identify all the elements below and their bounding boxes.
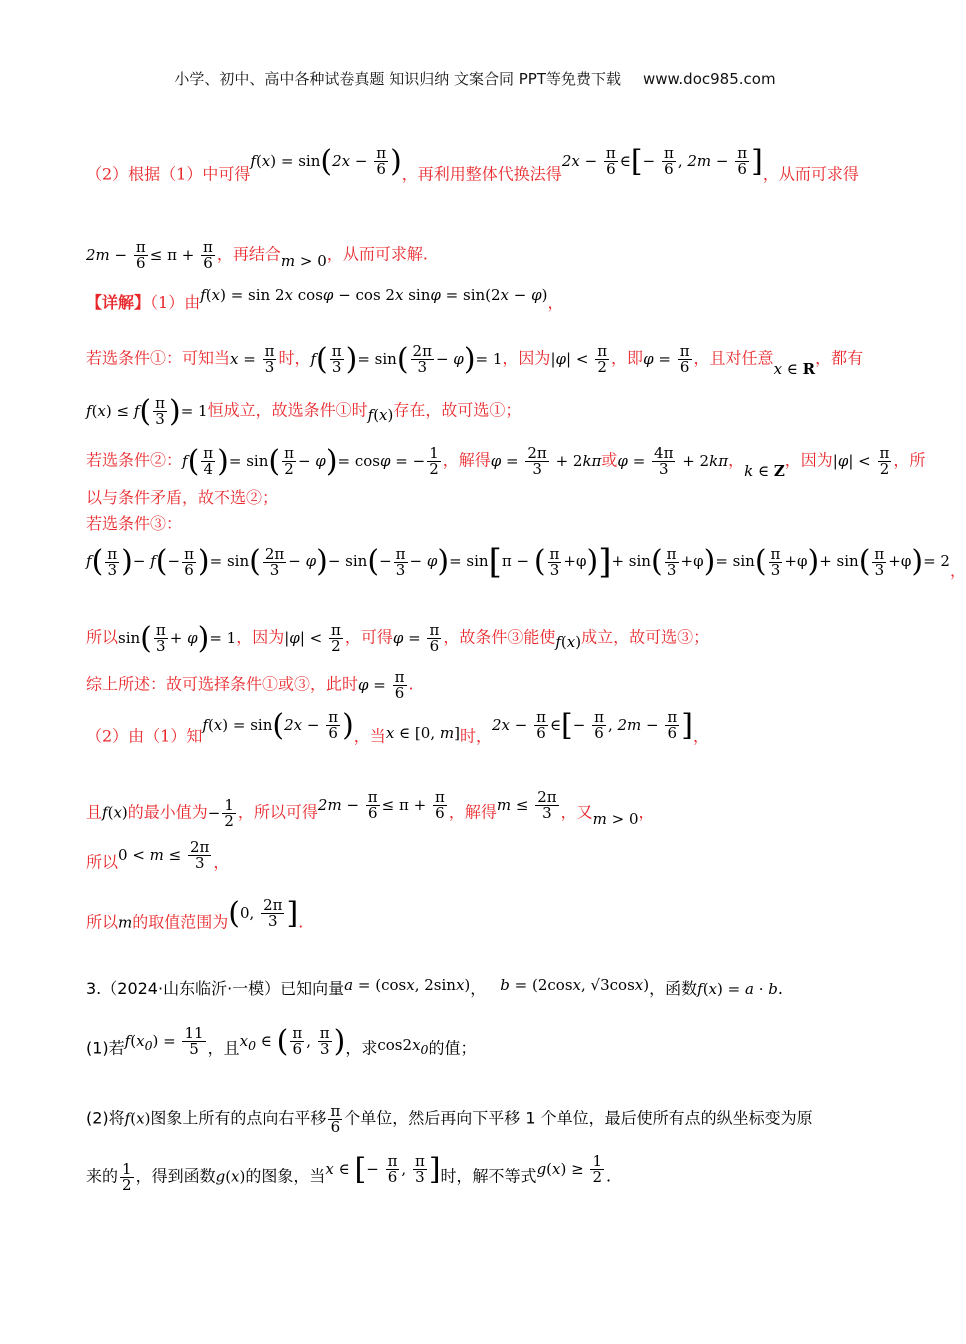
detail-text: ，因为 bbox=[502, 348, 551, 368]
condition2-line2 bbox=[86, 487, 278, 509]
detail-text: 时， bbox=[278, 348, 311, 368]
detail-text: ，因为 bbox=[784, 450, 833, 470]
math: m > 0 bbox=[592, 809, 639, 828]
question-text: 时，解不等式 bbox=[440, 1166, 537, 1186]
question-text: ，且 bbox=[207, 1038, 240, 1058]
question3-intro: 3.（2024·山东临沂·一模）已知向量a = (cosx, 2sinx)， b = (2cosx, √3cosx)，函数f(x) = a · b. bbox=[86, 976, 783, 998]
question-text: ，得到函数 bbox=[135, 1166, 216, 1186]
detail-text: 存在，故可选①； bbox=[393, 400, 522, 420]
part2-line1: （2）由（1）知f(x) = sin(2x − $\frac{\pi}{6}$ )，当x ∈ [0, m]时，2x − $\frac{\pi}{6}$ ∈[− $\frac{\pi}{6}$ , 2m − $\frac{\pi}{6}$ ]， bbox=[86, 707, 709, 746]
detail-text: 恒成立，故选条件①时 bbox=[207, 400, 368, 420]
math: 2m − $\frac{\pi}{6}$ ≤ π + $\frac{\pi}{6}$ bbox=[86, 238, 213, 272]
math: φ = $\frac{2\pi}{3}$ + 2kπ bbox=[490, 444, 602, 478]
question-text: 个单位，然后再向下平移 1 个单位，最后使所有点的纵坐标变为原 bbox=[344, 1108, 813, 1128]
math: f(x) bbox=[367, 405, 394, 424]
analysis-text: ，再结合 bbox=[216, 244, 281, 264]
math: x = $\frac{\pi}{3}$ bbox=[230, 342, 275, 376]
math: k ∈ Z bbox=[744, 461, 785, 480]
question3-part2-line1 bbox=[86, 1104, 813, 1135]
math: x ∈ [− $\frac{\pi}{6}$ , $\frac{\pi}{3}$ ] bbox=[325, 1151, 441, 1187]
detail-text: 所以 bbox=[86, 627, 119, 647]
math: f( $\frac{\pi}{4}$ )= sin( $\frac{\pi}{2}$ − φ)= cosφ = − $\frac{1}{2}$ bbox=[182, 443, 439, 479]
detail-text: 以与条件矛盾，故不选②； bbox=[86, 488, 279, 507]
detail-text: 或 bbox=[601, 450, 618, 470]
detail-label: 【详解】 bbox=[86, 293, 151, 312]
math: f( $\frac{\pi}{3}$ )− f(− $\frac{\pi}{6}$ )= sin( $\frac{2\pi}{3}$ − φ)− sin(− $\frac{\pi}{3}$ − φ)= sin[π − ( $\frac{\pi}{3}$ +φ)]+ sin( $\frac{\pi}{3}$ +φ)= sin( $\frac{\pi}{3}$ +φ)+ sin( $\frac{\pi}{3}$ +φ)= 2 bbox=[86, 542, 950, 582]
header-site-link[interactable]: www.doc985.com bbox=[642, 70, 776, 88]
question-text: 的值； bbox=[428, 1038, 477, 1058]
question3-part1 bbox=[86, 1023, 477, 1065]
math: f(x) = sin(2x − $\frac{\pi}{6}$ ) bbox=[250, 143, 402, 179]
condition3-line2: f( $\frac{\pi}{3}$ )− f(− $\frac{\pi}{6}$ )= sin( $\frac{2\pi}{3}$ − φ)− sin(− $\frac{\pi}{3}$ − φ)= sin[π − ( $\frac{\pi}{3}$ +φ)]+ sin( $\frac{\pi}{3}$ +φ)= sin( $\frac{\pi}{3}$ +φ)+ sin( $\frac{\pi}{3}$ +φ)= 2， bbox=[86, 542, 966, 582]
detail-text: 若选条件①：可知当 bbox=[86, 348, 231, 368]
condition1-line1 bbox=[86, 341, 864, 378]
detail-text: ，故条件③能使 bbox=[443, 627, 556, 647]
detail-text: 综上所述：故可选择条件①或③，此时 bbox=[86, 674, 359, 694]
detail-text: 时， bbox=[459, 726, 492, 746]
math: f(x) bbox=[555, 632, 582, 651]
math: f(x) bbox=[124, 1109, 151, 1128]
math: $x_0$ ∈ ( $\frac{\pi}{6}$ , $\frac{\pi}{3}$ ) bbox=[239, 1023, 346, 1059]
detail-text: 所以 bbox=[86, 852, 119, 872]
question-text: (2)将 bbox=[86, 1108, 125, 1128]
math: m bbox=[118, 913, 133, 932]
detail-text: 的最小值为 bbox=[127, 802, 208, 822]
detail-text: 若选条件②： bbox=[86, 450, 183, 470]
detail-text: 若选条件③： bbox=[86, 514, 183, 533]
detail-text: （2）由（1）知 bbox=[86, 726, 203, 746]
math: 0 < m ≤ $\frac{2\pi}{3}$ bbox=[118, 838, 210, 872]
analysis-text: ，再利用整体代换法得 bbox=[401, 164, 562, 184]
analysis-text: ，从而可求解. bbox=[326, 244, 428, 264]
math: |φ| < $\frac{\pi}{2}$ bbox=[550, 342, 608, 376]
math: f(x) = sin 2x cosφ − cos 2x sinφ = sin(2x − φ) bbox=[200, 286, 548, 304]
question3-part2-line2: 来的 $\frac{1}{2}$ ，得到函数g(x)的图象，当x ∈ [− $\frac{\pi}{6}$ , $\frac{\pi}{3}$ ]时，解不等式g(x) ≥ $\frac{1}{2}$ . bbox=[86, 1151, 612, 1194]
math: (0, $\frac{2\pi}{3}$ ] bbox=[228, 895, 299, 931]
analysis-text: （2）根据（1）中可得 bbox=[86, 164, 251, 184]
detail-text: ，都有 bbox=[815, 348, 864, 368]
math: φ = $\frac{4\pi}{3}$ + 2kπ bbox=[617, 444, 729, 478]
math: f(x) = a · b bbox=[697, 980, 778, 998]
page-header bbox=[0, 68, 950, 89]
question-text: 3.（2024·山东临沂·一模）已知向量 bbox=[86, 979, 345, 998]
math: φ = $\frac{\pi}{6}$ bbox=[643, 342, 690, 376]
math: f(x) ≤ f( $\frac{\pi}{3}$ )= 1 bbox=[86, 393, 208, 429]
analysis-text: ，从而可求得 bbox=[762, 164, 859, 184]
math: φ = $\frac{\pi}{6}$ bbox=[392, 621, 440, 655]
math: x ∈ R bbox=[773, 359, 816, 378]
condition3-line1 bbox=[86, 513, 182, 535]
math: f(x) = sin(2x − $\frac{\pi}{6}$ ) bbox=[202, 707, 354, 743]
math: $\cos 2x_0$ bbox=[377, 1035, 429, 1057]
part2-line4: 所以m的取值范围为(0, $\frac{2\pi}{3}$ ]. bbox=[86, 895, 304, 932]
math: m ≤ $\frac{2\pi}{3}$ bbox=[496, 788, 557, 822]
detail-text: ，解得 bbox=[448, 802, 497, 822]
math: b = (2cosx, √3cosx) bbox=[500, 976, 650, 994]
math: g(x) ≥ $\frac{1}{2}$ bbox=[536, 1152, 603, 1186]
math: − $\frac{1}{2}$ bbox=[207, 796, 234, 830]
math: $f(x_0)$ = $\frac{11}{5}$ bbox=[124, 1024, 204, 1058]
detail-text: ，解得 bbox=[442, 450, 491, 470]
detail-line1: 【详解】（1）由f(x) = sin 2x cosφ − cos 2x sinφ = sin(2x − φ)， bbox=[86, 286, 564, 312]
math: φ = $\frac{\pi}{6}$ bbox=[358, 668, 405, 702]
math: f( $\frac{\pi}{3}$ )= sin( $\frac{2\pi}{3}$ − φ)= 1 bbox=[310, 341, 503, 377]
math: f(x) bbox=[102, 803, 128, 822]
question-text: (1)若 bbox=[86, 1038, 125, 1058]
math: 2x − $\frac{\pi}{6}$ ∈[− $\frac{\pi}{6}$ , 2m − $\frac{\pi}{6}$ ] bbox=[491, 707, 693, 743]
header-text: 小学、初中、高中各种试卷真题 知识归纳 文案合同 PPT等免费下载 bbox=[174, 70, 621, 88]
analysis-2-line1 bbox=[86, 143, 859, 191]
summary-line: 综上所述：故可选择条件①或③，此时φ = $\frac{\pi}{6}$ . bbox=[86, 668, 414, 702]
condition1-line2 bbox=[86, 393, 522, 429]
detail-text: ，又 bbox=[560, 802, 593, 822]
detail-text: ，所 bbox=[893, 450, 926, 470]
math: 2m − $\frac{\pi}{6}$ ≤ π + $\frac{\pi}{6}$ bbox=[317, 788, 445, 822]
detail-text: 所以 bbox=[86, 912, 119, 932]
question-text: ，函数 bbox=[649, 979, 698, 998]
math: |φ| < $\frac{\pi}{2}$ bbox=[284, 621, 341, 655]
condition2-line1: 若选条件②：f( $\frac{\pi}{4}$ )= sin( $\frac{\pi}{2}$ − φ)= cosφ = − $\frac{1}{2}$ ，解得φ = $\frac{2\pi}{3}$ + 2kπ或φ = $\frac{4\pi}{3}$ + 2kπ，k ∈ Z，因为|φ| < $\frac{\pi}{2}$ ，所 bbox=[86, 443, 926, 480]
detail-text: ，当 bbox=[353, 726, 386, 746]
detail-text: ，所以可得 bbox=[237, 802, 318, 822]
math: sin( $\frac{\pi}{3}$ + φ)= 1 bbox=[118, 620, 237, 656]
math: x ∈ [0, m] bbox=[385, 723, 460, 742]
detail-text: 成立，故可选③； bbox=[581, 627, 710, 647]
detail-text: 且 bbox=[86, 802, 103, 822]
detail-text: ，且对任意 bbox=[693, 348, 774, 368]
math: a = (cosx, 2sinx) bbox=[344, 976, 471, 994]
math: 2x − $\frac{\pi}{6}$ ∈[− $\frac{\pi}{6}$ , 2m − $\frac{\pi}{6}$ ] bbox=[561, 143, 763, 179]
part2-line2: 且f(x)的最小值为− $\frac{1}{2}$ ，所以可得2m − $\frac{\pi}{6}$ ≤ π + $\frac{\pi}{6}$ ，解得m ≤ $\frac{2\pi}{3}$ ，又m > 0， bbox=[86, 788, 655, 830]
question-text: 图象上所有的点向右平移 bbox=[150, 1108, 327, 1128]
analysis-2-line2 bbox=[86, 240, 428, 271]
math: $\frac{\pi}{6}$ bbox=[330, 1102, 341, 1136]
detail-text: ，因为 bbox=[236, 627, 285, 647]
math: m > 0 bbox=[280, 251, 327, 270]
question-text: ，求 bbox=[345, 1038, 378, 1058]
part2-line3: 所以0 < m ≤ $\frac{2\pi}{3}$ ， bbox=[86, 838, 230, 872]
detail-text: ，即 bbox=[611, 348, 644, 368]
math: g(x) bbox=[215, 1167, 246, 1186]
math: $\frac{1}{2}$ bbox=[122, 1160, 132, 1194]
detail-text: 的取值范围为 bbox=[132, 912, 229, 932]
detail-text: （1）由 bbox=[150, 293, 201, 312]
condition3-line3 bbox=[86, 620, 710, 656]
question-text: 的图象，当 bbox=[245, 1166, 326, 1186]
question-text: 来的 bbox=[86, 1166, 119, 1186]
detail-text: ，可得 bbox=[344, 627, 393, 647]
math: |φ| < $\frac{\pi}{2}$ bbox=[832, 444, 890, 478]
